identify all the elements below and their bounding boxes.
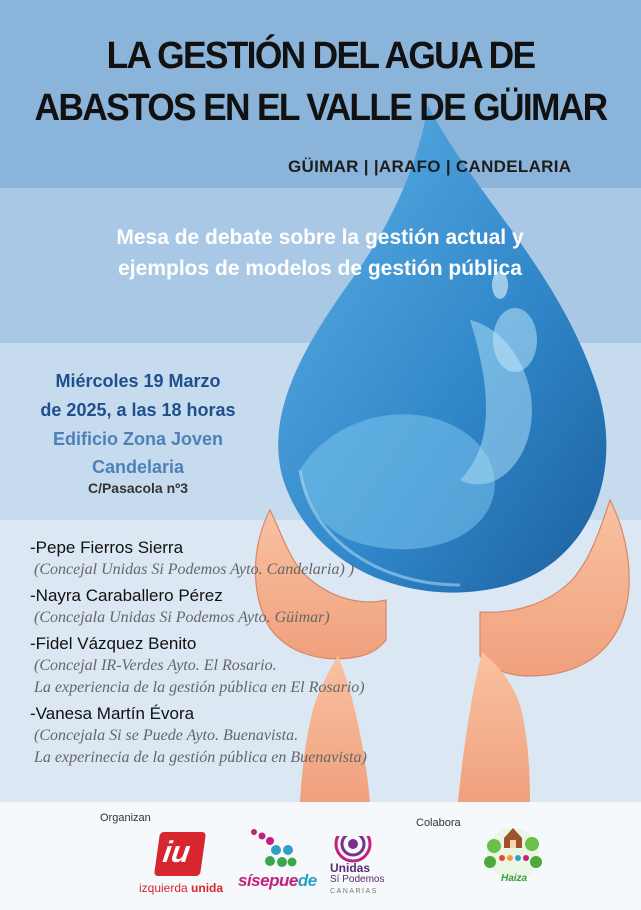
speaker-role-line: La experiencia de la gestión pública en El Rosario) <box>34 679 365 696</box>
date-line-1: Miércoles 19 Marzo <box>55 371 221 391</box>
water-drop-highlight <box>493 308 537 372</box>
up-wordmark-line-1: Unidas <box>330 861 371 875</box>
speaker-role-line: (Concejala Si se Puede Ayto. Buenavista. <box>34 727 299 744</box>
si-se-puede-wordmark <box>238 871 317 891</box>
izquierda-unida-logo <box>154 832 206 876</box>
iu-wordmark-part-a: izquierda <box>139 881 188 895</box>
subtitle-line-1: Mesa de debate sobre la gestión actual y <box>116 226 524 249</box>
speaker-role-line: (Concejala Unidas Si Podemos Ayto. Güimar) <box>34 609 330 626</box>
speaker-item <box>30 584 470 629</box>
venue-line-2: Candelaria <box>91 457 185 477</box>
iu-logo-mark: iu <box>160 836 193 869</box>
haiza-wordmark: Haiza <box>501 873 528 884</box>
speaker-name: -Fidel Vázquez Benito <box>30 634 197 653</box>
up-wordmark-line-3: CANARIAS <box>330 888 378 895</box>
si-se-puede-dots-icon <box>248 828 298 870</box>
event-subtitle <box>40 222 600 284</box>
speaker-role-line: La experinecia de la gestión pública en Buenavista) <box>34 749 367 766</box>
izquierda-unida-wordmark <box>139 881 223 895</box>
speaker-role <box>30 559 470 581</box>
speaker-role <box>30 725 470 769</box>
unidas-si-podemos-logo-icon <box>330 824 376 864</box>
speaker-item <box>30 702 470 769</box>
organizers-label: Organizan <box>100 812 151 824</box>
speaker-name: -Nayra Caraballero Pérez <box>30 586 223 605</box>
speaker-role <box>30 607 470 629</box>
event-address: C/Pasacola nº3 <box>87 480 189 496</box>
poster-title <box>22 30 618 134</box>
speaker-name: -Vanesa Martín Évora <box>30 704 195 723</box>
speaker-role <box>30 655 470 699</box>
speaker-role-line: (Concejal IR-Verdes Ayto. El Rosario. <box>34 657 277 674</box>
title-line-1: LA GESTIÓN DEL AGUA DE <box>106 35 535 77</box>
speaker-item <box>30 536 470 581</box>
date-line-2: de 2025, a las 18 horas <box>40 400 236 420</box>
collaborator-label: Colabora <box>416 817 461 829</box>
speaker-name: -Pepe Fierros Sierra <box>30 538 184 557</box>
sp-wordmark-part-b: de <box>297 871 317 890</box>
iu-wordmark-part-b: unida <box>191 881 224 895</box>
event-venue <box>10 425 266 481</box>
unidas-si-podemos-wordmark <box>330 862 384 898</box>
speakers-list <box>30 536 470 772</box>
up-wordmark-line-2: Sí Podemos <box>330 874 385 885</box>
venue-line-1: Edificio Zona Joven <box>52 429 224 449</box>
speaker-role-line: (Concejal Unidas Si Podemos Ayto. Candelaria) ) <box>34 561 355 578</box>
towns-list: GÜIMAR | |ARAFO | CANDELARIA <box>288 157 572 176</box>
title-line-2: ABASTOS EN EL VALLE DE GÜIMAR <box>34 87 607 129</box>
speaker-item <box>30 632 470 699</box>
sp-wordmark-part-a: sísepue <box>238 871 298 890</box>
subtitle-line-2: ejemplos de modelos de gestión pública <box>118 257 522 280</box>
event-date <box>10 367 266 425</box>
